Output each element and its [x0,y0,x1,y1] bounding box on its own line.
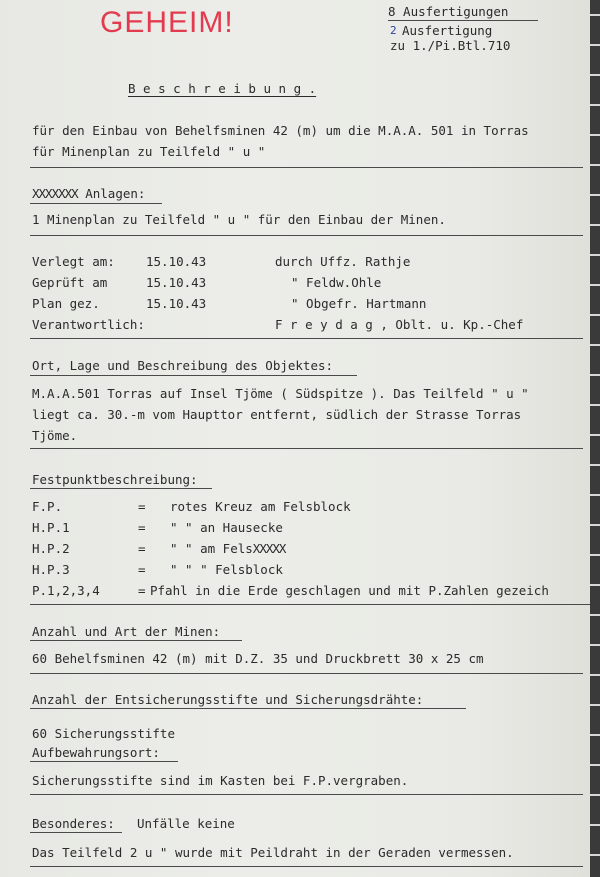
heading-underline [30,832,122,833]
fixpoint-key: P.1,2,3,4 [32,583,100,598]
storage-heading: Aufbewahrungsort: [32,745,160,760]
fixpoint-key: H.P.1 [32,520,70,535]
fixpoint-value: " " " Felsblock [170,562,283,577]
section-divider [30,338,583,339]
mines-heading: Anzahl und Art der Minen: [32,624,221,639]
copy-label: Ausfertigung [402,23,493,38]
fixpoint-key: H.P.2 [32,541,70,556]
anlagen-text: 1 Minenplan zu Teilfeld " u " für den Einbau der Minen. [32,212,446,227]
personnel-by: " Feldw.Ohle [291,275,382,290]
section-divider [30,167,583,168]
scan-edge [590,0,600,877]
personnel-label: Verantwortlich: [32,317,145,332]
section-divider [30,794,583,795]
copies-count: 8 Ausfertigungen [388,4,509,19]
remarks-value: Unfälle keine [137,816,235,831]
fixpoint-eq: = [138,520,146,535]
pins-count: 60 Sicherungsstifte [32,726,175,741]
section-divider [30,673,583,674]
fixpoint-value: rotes Kreuz am Felsblock [170,499,351,514]
fixpoint-value: " " an Hausecke [170,520,283,535]
heading-underline [30,375,357,376]
heading-underline [30,640,242,641]
remarks-text: Das Teilfeld 2 u " wurde mit Peildraht in der Geraden vermessen. [32,845,514,860]
heading-underline [30,203,162,204]
fixpoint-eq: = [138,541,146,556]
section-divider [30,866,583,867]
header-rule [388,20,538,21]
mines-text: 60 Behelfsminen 42 (m) mit D.Z. 35 und Druckbrett 30 x 25 cm [32,651,484,666]
personnel-by: durch Uffz. Rathje [275,254,411,269]
object-line-3: Tjöme. [32,428,78,443]
heading-underline [30,708,466,709]
fixpoint-eq: = [138,583,146,598]
object-heading: Ort, Lage und Beschreibung des Objektes: [32,358,334,373]
personnel-by: F r e y d a g , Oblt. u. Kp.-Chef [275,317,524,332]
fixpoint-value: " " am FelsXXXXX [170,541,286,556]
fixpoints-heading: Festpunktbeschreibung: [32,472,198,487]
section-divider [30,235,583,236]
fixpoint-eq: = [138,562,146,577]
heading-underline [30,488,212,489]
secret-stamp: GEHEIM! [100,6,234,39]
object-line-2: liegt ca. 30.-m vom Haupttor entfernt, südlich der Strasse Torras [32,407,522,422]
personnel-date: 15.10.43 [146,254,207,269]
heading-underline [30,761,178,762]
personnel-date: 15.10.43 [146,275,207,290]
personnel-label: Plan gez. [32,296,100,311]
fixpoint-eq: = [138,499,146,514]
fixpoint-key: H.P.3 [32,562,70,577]
fixpoint-key: F.P. [32,499,63,514]
personnel-by: " Obgefr. Hartmann [291,296,427,311]
anlagen-heading: XXXXXXX Anlagen: [32,186,146,201]
storage-text: Sicherungsstifte sind im Kasten bei F.P.vergraben. [32,773,409,788]
intro-line-2: für Minenplan zu Teilfeld " u " [32,144,266,159]
personnel-label: Verlegt am: [32,254,115,269]
document-title: B e s c h r e i b u n g . [128,81,317,96]
fixpoint-value: Pfahl in die Erde geschlagen und mit P.Zahlen gezeich [150,583,549,598]
object-line-1: M.A.A.501 Torras auf Insel Tjöme ( Südspitze ). Das Teilfeld " u " [32,386,529,401]
remarks-heading: Besonderes: [32,816,115,831]
recipient: zu 1./Pi.Btl.710 [390,38,511,53]
section-divider [30,604,590,605]
section-divider [30,448,583,449]
copy-number: 2 [390,24,397,37]
personnel-date: 15.10.43 [146,296,207,311]
intro-line-1: für den Einbau von Behelfsminen 42 (m) um die M.A.A. 501 in Torras [32,123,529,138]
personnel-label: Geprüft am [32,275,108,290]
pins-heading: Anzahl der Entsicherungsstifte und Sicherungsdrähte: [32,692,424,707]
